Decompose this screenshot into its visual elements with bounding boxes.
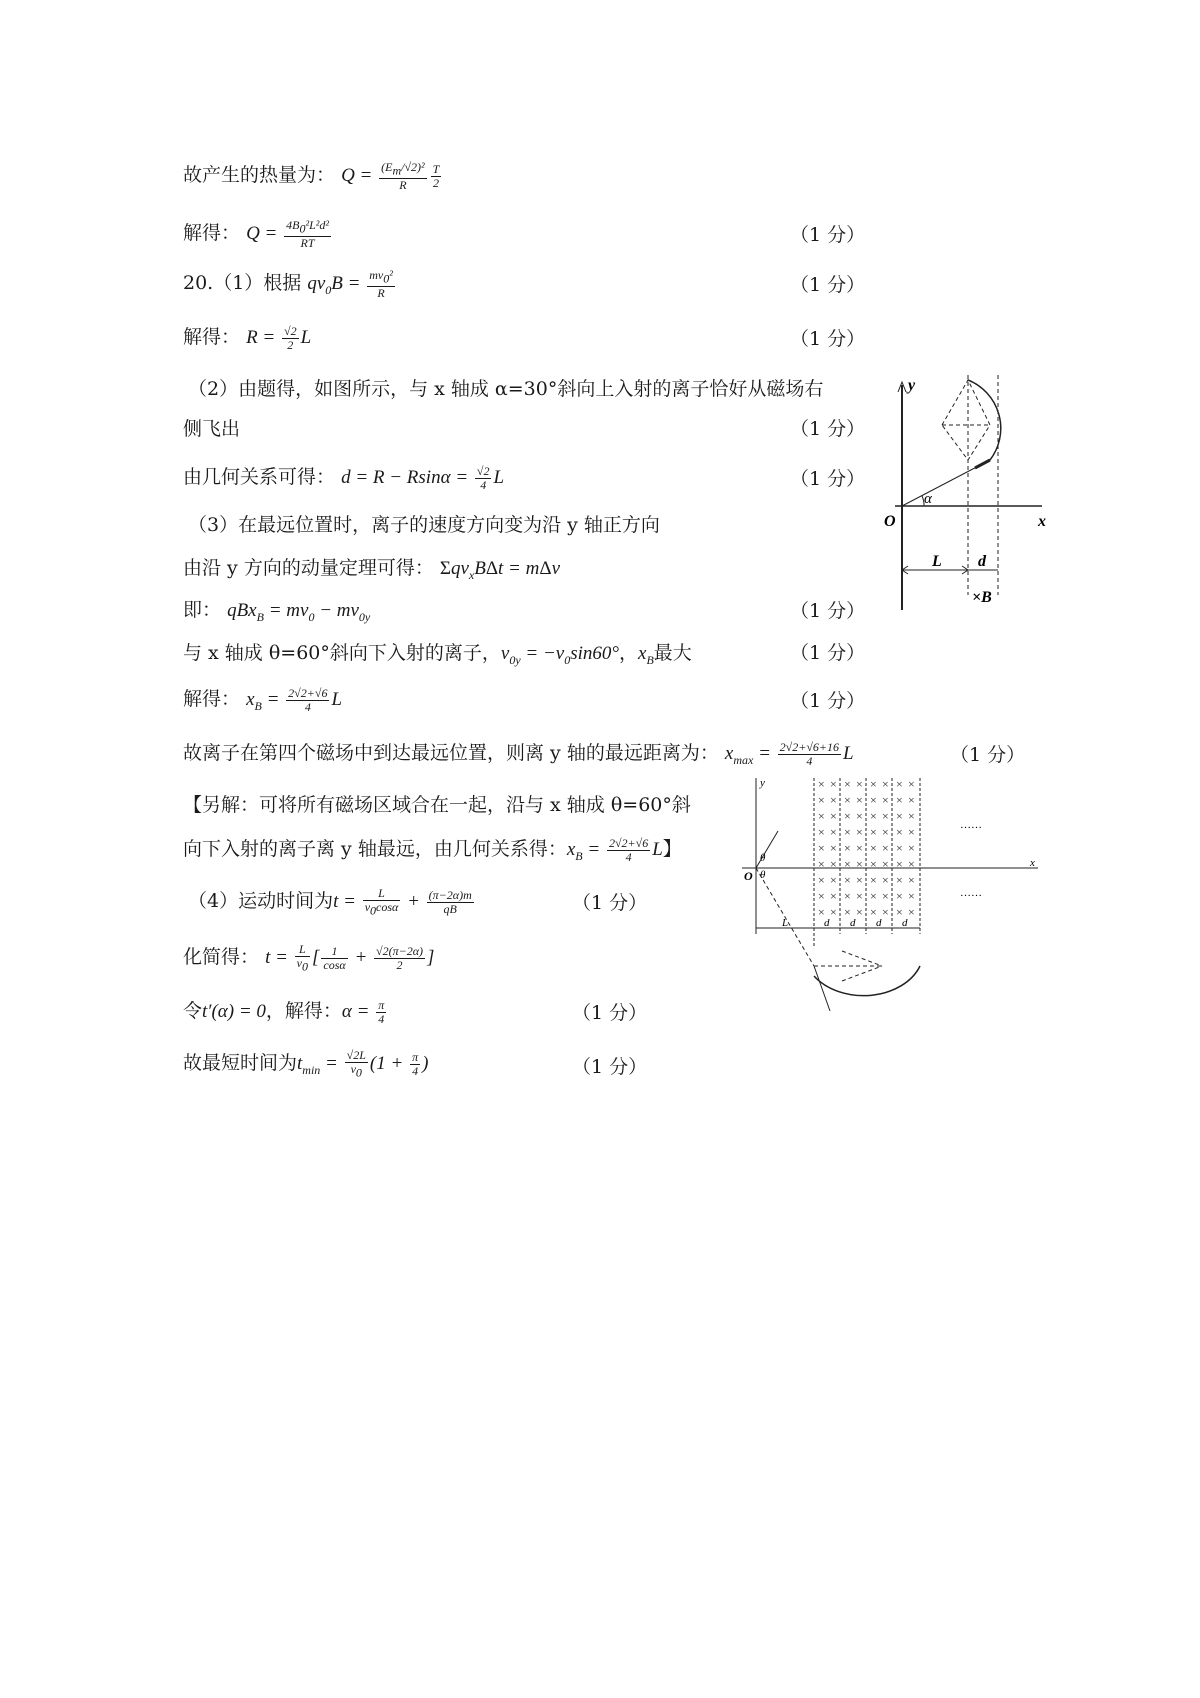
radius-line (183, 322, 311, 352)
field-cross-mark: × (830, 777, 837, 791)
field-cross-mark: × (870, 809, 877, 823)
field-cross-mark: × (818, 793, 825, 807)
field-cross-mark: × (818, 873, 825, 887)
field-cross-mark: × (908, 825, 915, 839)
score-radius: （1 分） (790, 328, 866, 350)
fig2-d-label-3: d (876, 917, 882, 929)
field-cross-mark: × (896, 857, 903, 871)
score-ji: （1 分） (790, 600, 866, 622)
field-cross-mark: × (870, 841, 877, 855)
tmin-line (183, 1048, 428, 1080)
fig2-d-label-4: d (902, 917, 908, 929)
ji-line (183, 595, 370, 625)
score-heat: （1 分） (790, 224, 866, 246)
field-cross-mark: × (844, 889, 851, 903)
field-cross-mark: × (882, 825, 889, 839)
field-cross-mark: × (830, 809, 837, 823)
xb-formula: $x_B$ = $\frac{2√2+√6}{4}$ L (246, 686, 343, 715)
score-ling: （1 分） (572, 1002, 648, 1024)
alt2-b: 】 (662, 838, 682, 860)
field-cross-mark: × (908, 889, 915, 903)
field-cross-mark: × (856, 873, 863, 887)
field-cross-mark: × (818, 905, 825, 919)
field-cross-mark: × (896, 793, 903, 807)
field-cross-mark: × (856, 905, 863, 919)
lorentz-formula: $qv_0B$ = $\frac{mv_0^2}{R}$ (307, 268, 393, 300)
p3-text: （3）在最远位置时，离子的速度方向变为沿 y 轴正方向 (188, 514, 660, 536)
ji-formula: $qBx_B = mv_0 - mv_{0y}$ (227, 600, 371, 624)
field-cross-mark: × (908, 841, 915, 855)
simplify-label: 化简得： (183, 946, 260, 968)
field-cross-mark: × (830, 793, 837, 807)
fig2-theta-label-2: θ (760, 869, 766, 881)
fig1-x-label: x (1038, 513, 1046, 530)
field-cross-mark: × (908, 777, 915, 791)
fig1-alpha-label: α (924, 491, 932, 507)
geo-formula: d = R − Rsinα = $\frac{√2}{4}$ L (341, 464, 505, 493)
fig2-d-label-1: d (824, 917, 830, 929)
field-cross-mark: × (896, 889, 903, 903)
jiede-label: 解得： (183, 222, 241, 244)
fig2-dots-1: …… (960, 819, 982, 831)
ling-line (183, 996, 388, 1026)
theta60-line (183, 638, 692, 668)
fig2-x-label: x (1030, 857, 1035, 869)
field-cross-mark: × (818, 841, 825, 855)
field-cross-mark: × (830, 873, 837, 887)
field-cross-mark: × (818, 825, 825, 839)
field-cross-mark: × (882, 857, 889, 871)
heat-result-line (183, 218, 333, 250)
alt-line-2 (183, 834, 682, 864)
field-cross-mark: × (908, 793, 915, 807)
field-cross-mark: × (908, 809, 915, 823)
field-cross-mark: × (818, 889, 825, 903)
field-cross-mark: × (844, 825, 851, 839)
ji-label: 即： (183, 599, 222, 621)
heat-result-formula: Q = $\frac{4B_0^2L^2d^2}{RT}$ (246, 218, 329, 250)
p2-text-1: （2）由题得，如图所示，与 x 轴成 α=30°斜向上入射的离子恰好从磁场右 (188, 378, 824, 400)
alt-line-1: 【另解：可将所有磁场区域合在一起，沿与 x 轴成 θ=60°斜 (183, 794, 691, 816)
field-cross-mark: × (830, 825, 837, 839)
fig1-B-label: ×B (972, 589, 992, 606)
q20-label: 20.（1）根据 (183, 272, 302, 294)
field-cross-mark: × (818, 809, 825, 823)
p2-text-2: 侧飞出 (183, 418, 241, 440)
field-cross-mark: × (908, 905, 915, 919)
tmin-label: 故最短时间为 (183, 1052, 298, 1074)
field-cross-mark: × (870, 873, 877, 887)
xb-symbol: $x_B$ (638, 643, 654, 667)
field-cross-mark: × (856, 841, 863, 855)
field-cross-mark: × (844, 873, 851, 887)
fig1-d-label: d (978, 553, 986, 570)
figure-2-diagram (742, 776, 1042, 1026)
derivative-formula: t′(α) = 0 (202, 1001, 266, 1022)
field-cross-mark: × (908, 873, 915, 887)
figure-1-diagram (880, 370, 1055, 620)
score-far: （1 分） (950, 744, 1026, 766)
ling-label: 令 (183, 1000, 203, 1022)
q20-line (183, 268, 397, 300)
field-cross-mark: × (870, 857, 877, 871)
ling-mid: ，解得： (265, 1000, 342, 1022)
score-xb: （1 分） (790, 690, 866, 712)
field-cross-mark: × (896, 809, 903, 823)
field-cross-mark: × (844, 857, 851, 871)
momentum-label: 由沿 y 方向的动量定理可得： (183, 557, 434, 579)
momentum-formula: Σqv$_x$BΔt = mΔv (439, 558, 561, 582)
field-cross-mark: × (844, 793, 851, 807)
field-cross-mark: × (882, 889, 889, 903)
field-cross-mark: × (844, 809, 851, 823)
score-theta60: （1 分） (790, 642, 866, 664)
fig2-d-label-2: d (850, 917, 856, 929)
field-cross-mark: × (844, 905, 851, 919)
field-cross-mark: × (882, 841, 889, 855)
field-cross-mark: × (870, 777, 877, 791)
fig1-L-label: L (932, 553, 942, 570)
field-cross-mark: × (896, 841, 903, 855)
field-cross-mark: × (830, 841, 837, 855)
field-cross-mark: × (830, 905, 837, 919)
alt-xb-formula: $x_B$ = $\frac{2√2+√6}{4}$ L (566, 836, 663, 865)
field-cross-mark: × (882, 793, 889, 807)
far-line (183, 738, 854, 768)
field-cross-mark: × (882, 777, 889, 791)
simplify-line (183, 942, 434, 974)
field-cross-mark: × (818, 777, 825, 791)
score-p4: （1 分） (572, 892, 648, 914)
theta60-c: 最大 (653, 642, 692, 664)
alt2-a: 向下入射的离子离 y 轴最远，由几何关系得： (183, 838, 567, 860)
geo-line (183, 462, 504, 492)
fig2-theta-label-1: θ (760, 852, 766, 864)
field-cross-mark: × (882, 873, 889, 887)
score-p2: （1 分） (790, 418, 866, 440)
field-cross-mark: × (844, 777, 851, 791)
field-cross-mark: × (856, 809, 863, 823)
theta60-a: 与 x 轴成 θ=60°斜向下入射的离子， (183, 642, 501, 664)
far-label: 故离子在第四个磁场中到达最远位置，则离 y 轴的最远距离为： (183, 742, 719, 764)
theta60-b: ， (619, 642, 639, 664)
field-cross-mark: × (882, 809, 889, 823)
field-cross-mark: × (896, 905, 903, 919)
field-cross-mark: × (870, 889, 877, 903)
field-cross-mark: × (870, 793, 877, 807)
score-q20: （1 分） (790, 274, 866, 296)
xmax-formula: $x_{max}$ = $\frac{2√2+√6+16}{4}$ L (724, 740, 854, 769)
fig2-dots-2: …… (960, 887, 982, 899)
heat-formula: Q = $\frac{(E_m/√2)^2}{R}$ $\frac{T}{2}$ (341, 160, 440, 192)
p4-label: （4）运动时间为 (188, 890, 334, 912)
field-cross-mark: × (882, 905, 889, 919)
fig2-L-label: L (782, 917, 789, 929)
field-cross-mark: × (830, 857, 837, 871)
fig1-y-label: y (908, 377, 916, 394)
fig2-y-label: y (760, 777, 765, 789)
score-tmin: （1 分） (572, 1056, 648, 1078)
heat-line (183, 160, 443, 192)
field-cross-mark: × (844, 841, 851, 855)
field-cross-mark: × (896, 777, 903, 791)
field-cross-mark: × (856, 793, 863, 807)
field-cross-mark: × (856, 777, 863, 791)
score-geo: （1 分） (790, 468, 866, 490)
field-cross-mark: × (856, 889, 863, 903)
geo-label: 由几何关系可得： (183, 466, 336, 488)
p4-line (188, 886, 476, 918)
field-cross-mark: × (870, 905, 877, 919)
field-cross-mark: × (896, 825, 903, 839)
field-cross-mark: × (896, 873, 903, 887)
field-cross-mark: × (908, 857, 915, 871)
momentum-line (183, 553, 560, 583)
heat-label: 故产生的热量为： (183, 164, 336, 186)
jiede-label-2: 解得： (183, 326, 241, 348)
radius-formula: R = $\frac{√2}{2}$ L (246, 324, 312, 353)
simplify-formula: t = $\frac{L}{v_0}$ [ $\frac{1}{\cos\alpha}$ + $\frac{√2(\pi-2\alpha)}{2}$ ] (265, 942, 435, 974)
field-cross-mark: × (830, 889, 837, 903)
fig1-o-label: O (884, 513, 896, 530)
xb-line (183, 684, 342, 714)
tmin-formula: $t_{min}$ = $\frac{√2L}{v_0}$ (1 + $\frac{\pi}{4}$ ) (297, 1048, 429, 1080)
field-cross-mark: × (870, 825, 877, 839)
v0y-formula: $v_{0y} = -v_0\sin 60^\circ$ (500, 643, 619, 667)
fig2-o-label: O (744, 869, 753, 883)
field-cross-mark: × (856, 857, 863, 871)
field-cross-mark: × (818, 857, 825, 871)
alpha-result: α = $\frac{\pi}{4}$ (341, 998, 385, 1027)
jiede-label-3: 解得： (183, 688, 241, 710)
field-cross-mark: × (856, 825, 863, 839)
time-formula: t = $\frac{L}{v_0\cos\alpha}$ + $\frac{(\pi-2\alpha)m}{qB}$ (333, 886, 472, 918)
